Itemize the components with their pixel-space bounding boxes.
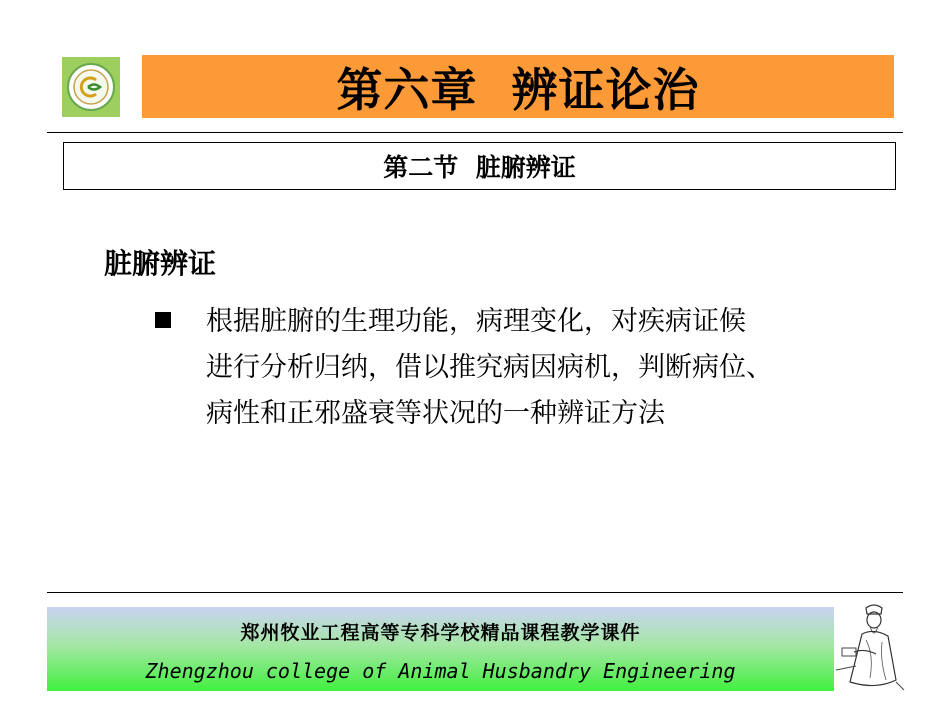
college-logo <box>62 57 120 117</box>
footer-chinese-text: 郑州牧业工程高等专科学校精品课程教学课件 <box>240 622 641 644</box>
bullet-line: 根据脏腑的生理功能，病理变化，对疾病证候 <box>206 306 746 337</box>
footer-english-text: Zhengzhou college of Animal Husbandry Engineering <box>145 659 736 683</box>
bullet-paragraph <box>206 299 876 437</box>
bottom-divider <box>47 592 903 593</box>
section-title-box <box>63 142 896 190</box>
top-divider <box>47 132 903 133</box>
chapter-title: 第六章 辨证论治 <box>336 62 700 117</box>
ancient-scholar-icon <box>836 600 906 692</box>
bullet-line: 进行分析归纳，借以推究病因病机，判断病位、 <box>206 352 773 383</box>
content-heading: 脏腑辨证 <box>104 247 217 280</box>
section-title: 第二节 脏腑辨证 <box>383 153 576 182</box>
bullet-square-icon <box>155 312 171 328</box>
footer-banner <box>47 607 834 691</box>
chapter-title-bar <box>142 55 894 118</box>
college-emblem-icon <box>66 62 116 112</box>
bullet-line: 病性和正邪盛衰等状况的一种辨证方法 <box>206 398 665 429</box>
